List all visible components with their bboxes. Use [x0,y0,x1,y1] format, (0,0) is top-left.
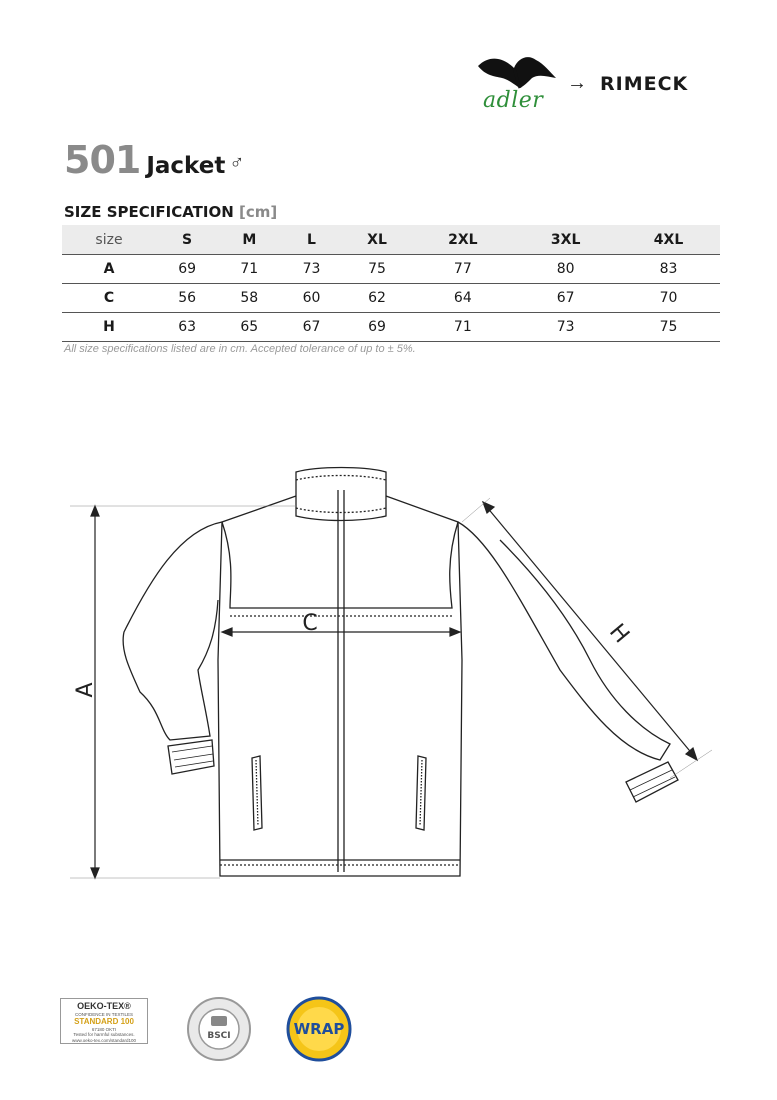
oeko-url: www.oeko-tex.com/standard100 [71,1037,137,1043]
male-symbol-icon: ♂ [229,152,245,174]
page-title [64,138,244,182]
table-cell: 64 [411,284,514,313]
table-row [62,284,720,313]
column-header: 4XL [617,225,720,255]
table-cell: 69 [343,313,412,342]
table-cell: 75 [343,255,412,284]
size-spec-unit: [cm] [239,203,278,221]
bsci-label: BSCI [207,1031,231,1041]
size-spec-title: SIZE SPECIFICATION [64,203,234,221]
table-cell: 77 [411,255,514,284]
table-cell: 71 [411,313,514,342]
right-cuff [626,762,678,802]
oeko-subtitle: CONFIDENCE IN TEXTILES [75,1011,133,1017]
size-spec-heading [64,203,277,221]
table-cell: 58 [218,284,280,313]
oeko-standard: STANDARD 100 [74,1017,134,1027]
table-row [62,255,720,284]
table-cell: 73 [514,313,617,342]
column-header: 2XL [411,225,514,255]
wrap-badge [284,996,354,1062]
size-table [62,225,720,342]
oeko-tex-badge [60,998,148,1044]
row-label: H [62,313,156,342]
table-cell: 62 [343,284,412,313]
product-name: Jacket [146,153,226,179]
table-cell: 67 [280,313,342,342]
label-h: H [604,619,634,649]
table-cell: 80 [514,255,617,284]
table-cell: 63 [156,313,218,342]
row-label: C [62,284,156,313]
table-row [62,313,720,342]
table-cell: 73 [280,255,342,284]
table-cell: 75 [617,313,720,342]
jacket-body [218,496,462,876]
oeko-note: Tested for harmful substances. [73,1032,135,1038]
label-a: A [73,682,98,698]
column-header: size [62,225,156,255]
table-header-row [62,225,720,255]
column-header: M [218,225,280,255]
oeko-code: 67180 OKTI [91,1026,117,1032]
oeko-title: OEKO-TEX® [77,1001,131,1011]
table-cell: 67 [514,284,617,313]
column-header: S [156,225,218,255]
column-header: 3XL [514,225,617,255]
table-cell: 65 [218,313,280,342]
table-cell: 70 [617,284,720,313]
left-sleeve [123,522,222,740]
table-cell: 71 [218,255,280,284]
table-cell: 60 [280,284,342,313]
wrap-label: WRAP [293,1020,345,1038]
table-cell: 83 [617,255,720,284]
table-cell: 56 [156,284,218,313]
tolerance-note: All size specifications listed are in cm. Accepted tolerance of up to ± 5%. [64,343,416,355]
column-header: L [280,225,342,255]
bsci-badge [186,996,252,1062]
jacket-diagram [0,460,777,890]
table-cell: 69 [156,255,218,284]
zipper [338,490,344,872]
right-sleeve [458,522,670,760]
adler-wordmark: adler [483,88,544,113]
product-number: 501 [64,138,141,182]
label-c: C [302,611,318,636]
column-header: XL [343,225,412,255]
rimeck-logo: RIMECK [600,73,689,95]
row-label: A [62,255,156,284]
arrow-right-icon: → [567,72,587,94]
